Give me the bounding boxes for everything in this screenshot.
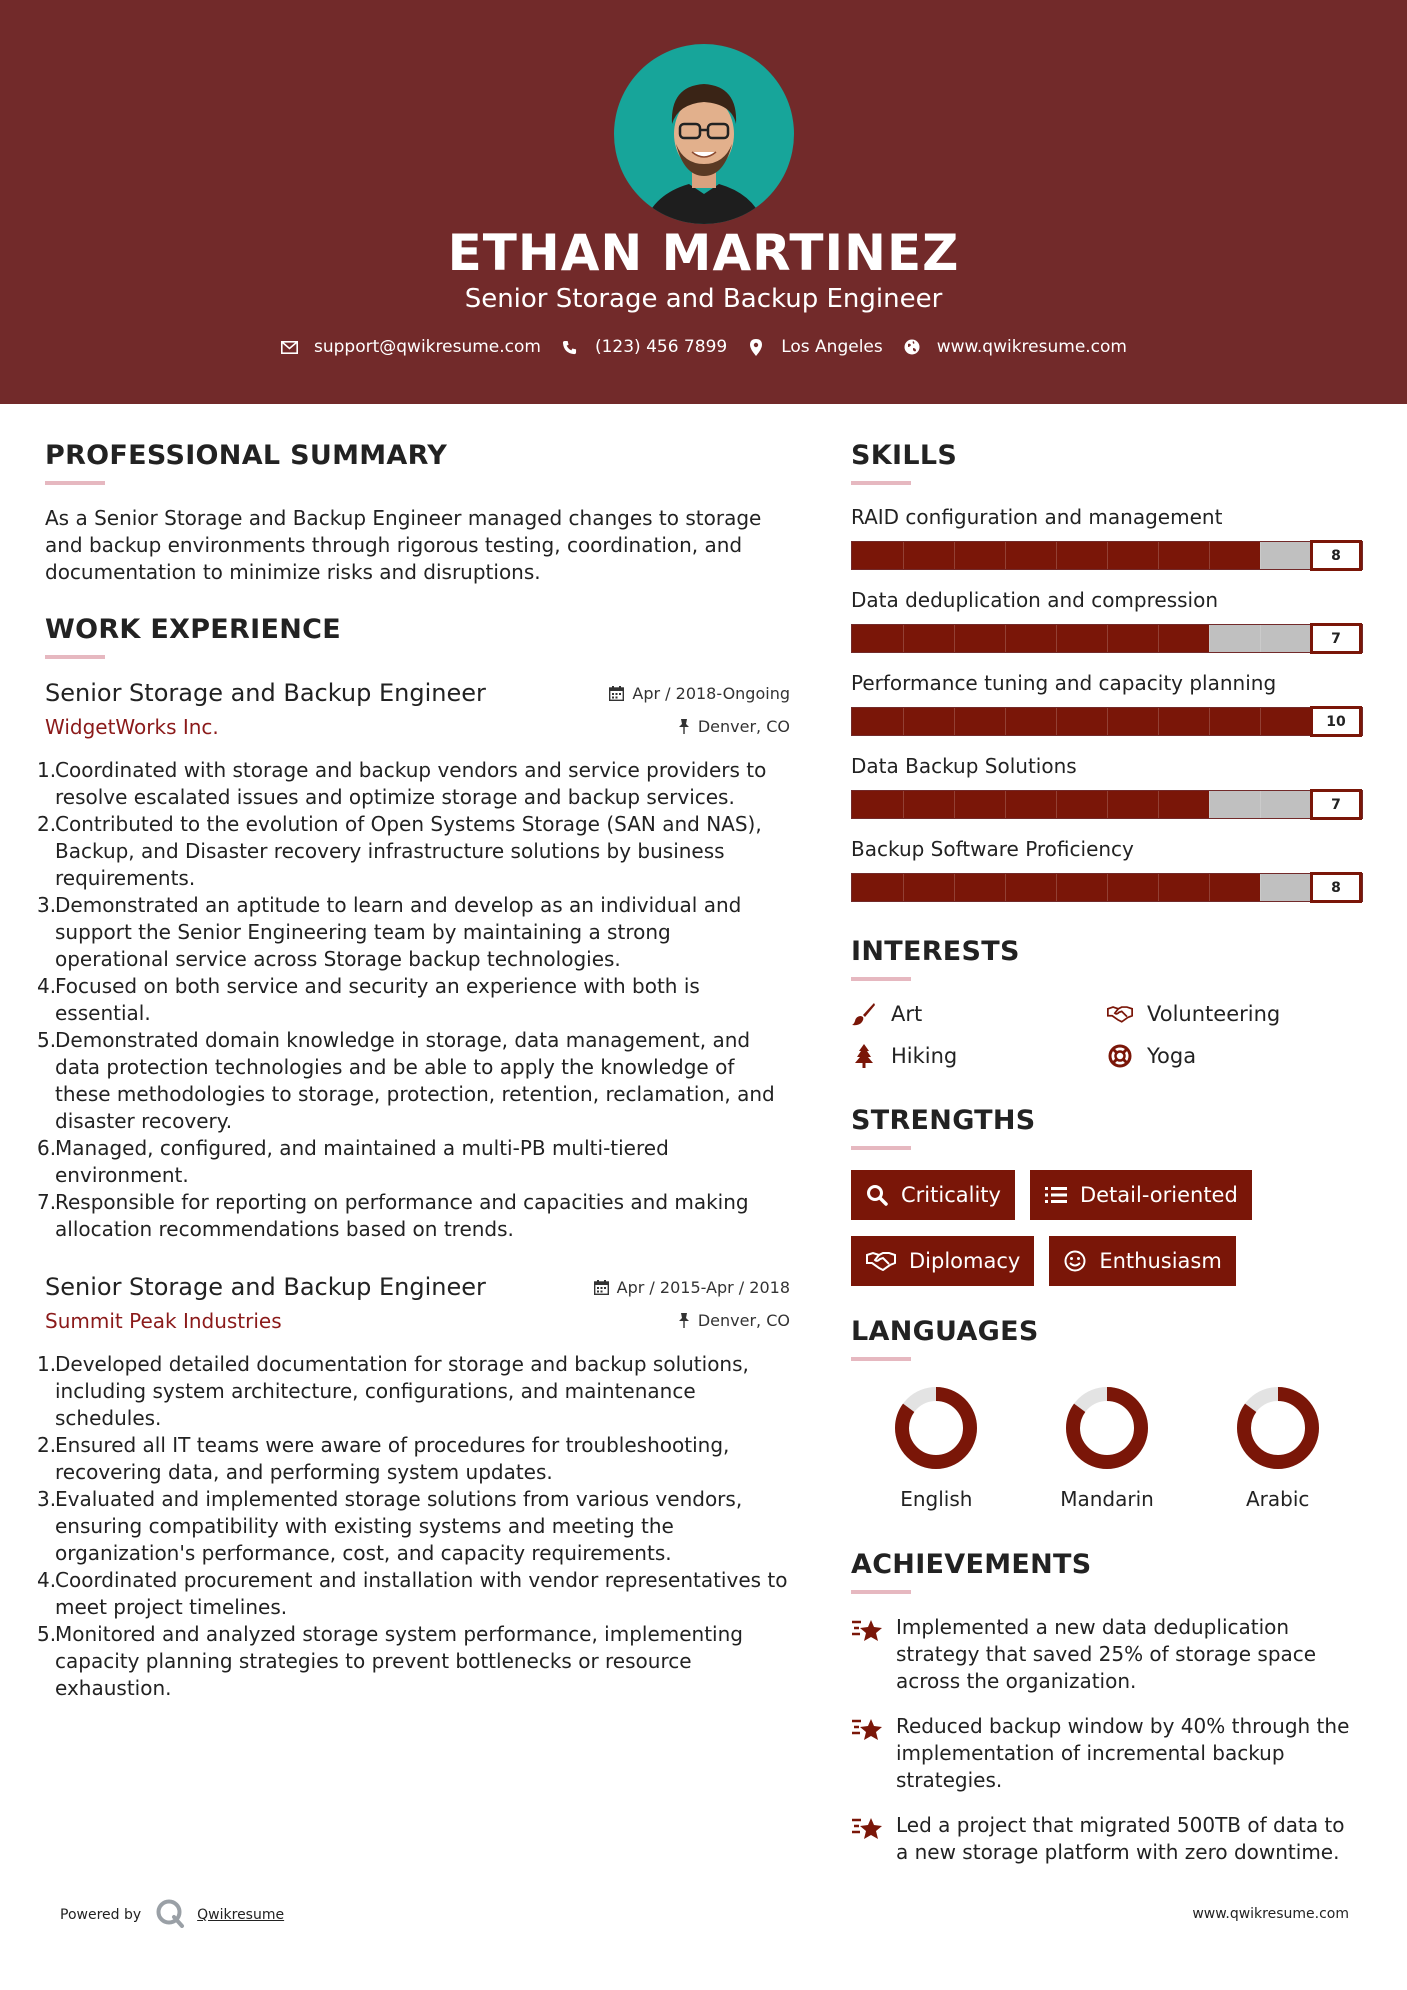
- experience-title: WORK EXPERIENCE: [45, 614, 341, 645]
- section-underline: [851, 1146, 911, 1150]
- list-item: 3. Demonstrated an aptitude to learn and develop as an individual and support the Senior Engineering team by maintaining a strong operational service across Storage backup technologies.: [37, 893, 742, 971]
- skill-bar-segment: [1005, 542, 1006, 569]
- language-donut: [1235, 1385, 1321, 1471]
- footer-website[interactable]: www.qwikresume.com: [1192, 1906, 1349, 1922]
- skill-bar-segment: [1209, 542, 1210, 569]
- footer-powered-by: [60, 1898, 284, 1932]
- list-item: 2. Ensured all IT teams were aware of procedures for troubleshooting, recovering data, and performing system updates.: [37, 1433, 730, 1484]
- skill-bar-segment: [954, 542, 955, 569]
- candidate-name: ETHAN MARTINEZ: [447, 224, 960, 282]
- skill-bar-segment: [1107, 708, 1108, 735]
- strength-chip: Enthusiasm: [1049, 1236, 1235, 1286]
- pin-icon: [678, 1313, 690, 1328]
- skill-score: 7: [1310, 623, 1362, 654]
- skill-bar-segment: [1260, 708, 1261, 735]
- skill-bar-segment: [1209, 874, 1210, 901]
- paint-brush-icon: [851, 1001, 877, 1027]
- star-burst-icon: [851, 1812, 885, 1866]
- company-name: Summit Peak Industries: [45, 1309, 282, 1333]
- language-donut: [893, 1385, 979, 1471]
- job-location: Denver, CO: [678, 1311, 790, 1330]
- skill-bar: [851, 624, 1363, 653]
- skill-bar-segment: [1158, 708, 1159, 735]
- job-entry: [37, 1273, 790, 1702]
- list-item: 7. Responsible for reporting on performance and capacities and making allocation recommendations based on trends.: [37, 1190, 749, 1241]
- email-text: support@qwikresume.com: [314, 337, 541, 357]
- star-burst-icon: [851, 1713, 885, 1794]
- skill-bar-segment: [954, 708, 955, 735]
- skill-bar-fill: [852, 625, 1209, 652]
- language-donut: [1064, 1385, 1150, 1471]
- list-item: 3. Evaluated and implemented storage solutions from various vendors, ensuring compatibility with existing systems and meeting the organization's performance, cost, and capacity requirements.: [37, 1487, 743, 1565]
- lifebuoy-icon: [1107, 1043, 1133, 1069]
- skill-bar: [851, 541, 1363, 570]
- skill-bar-segment: [1056, 874, 1057, 901]
- skill-bar-segment: [1005, 791, 1006, 818]
- phone-icon: [561, 338, 579, 356]
- skill-name: Backup Software Proficiency: [851, 837, 1134, 861]
- section-underline: [851, 977, 911, 981]
- skill-bar-segment: [1260, 625, 1261, 652]
- summary-text: As a Senior Storage and Backup Engineer managed changes to storage and backup environments through rigorous testing, coordination, and documentation to minimize risks and disruptions.: [45, 506, 762, 584]
- section-underline: [45, 481, 105, 485]
- skill-bar-segment: [1209, 625, 1210, 652]
- skill-name: Data deduplication and compression: [851, 588, 1219, 612]
- contact-website[interactable]: [903, 337, 1127, 357]
- powered-by-text: Powered by: [60, 1907, 142, 1923]
- job-entry: [37, 679, 790, 1243]
- skill-bar-segment: [903, 791, 904, 818]
- skill-bar-segment: [1107, 625, 1108, 652]
- section-underline: [851, 481, 911, 485]
- skill-bar-segment: [954, 625, 955, 652]
- strength-chip: Diplomacy: [851, 1236, 1034, 1286]
- interest-hiking: Hiking: [851, 1043, 1107, 1069]
- summary-title: PROFESSIONAL SUMMARY: [45, 440, 448, 471]
- map-pin-icon: [747, 338, 765, 356]
- list-item: 4. Coordinated procurement and installation with vendor representatives to meet project timelines.: [37, 1568, 788, 1619]
- job-responsibilities: [37, 1351, 790, 1702]
- skill-score: 8: [1310, 872, 1362, 903]
- skill-score: 10: [1310, 706, 1362, 737]
- skill-bar-segment: [1260, 542, 1261, 569]
- skill-bar: [851, 707, 1363, 736]
- star-burst-icon: [851, 1614, 885, 1695]
- job-date: Apr / 2018-Ongoing: [609, 684, 790, 703]
- contact-location: [747, 337, 883, 357]
- interests-section: [851, 936, 1363, 1069]
- section-underline: [851, 1590, 911, 1594]
- skill-name: Data Backup Solutions: [851, 754, 1077, 778]
- tree-icon: [851, 1043, 877, 1069]
- job-responsibilities: [37, 757, 790, 1243]
- interest-volunteering: Volunteering: [1107, 1001, 1363, 1027]
- skill-bar-segment: [1056, 791, 1057, 818]
- skill-bar-segment: [1158, 791, 1159, 818]
- strength-chip: Detail-oriented: [1030, 1170, 1252, 1220]
- list-item: 6. Managed, configured, and maintained a multi-PB multi-tiered environment.: [37, 1136, 669, 1187]
- skill-item: [851, 754, 1363, 819]
- skill-name: Performance tuning and capacity planning: [851, 671, 1277, 695]
- skills-list: [851, 505, 1363, 902]
- interest-art: Art: [851, 1001, 1107, 1027]
- contact-bar: [0, 337, 1407, 357]
- interest-yoga: Yoga: [1107, 1043, 1363, 1069]
- qwikresume-logo-icon: [155, 1898, 185, 1932]
- handshake-icon: [1107, 1001, 1133, 1027]
- skill-bar-segment: [1209, 791, 1210, 818]
- skill-bar-segment: [1107, 791, 1108, 818]
- strengths-title: STRENGTHS: [851, 1105, 1036, 1136]
- skill-bar-segment: [1005, 874, 1006, 901]
- skill-bar-segment: [1158, 625, 1159, 652]
- contact-email[interactable]: [280, 337, 541, 357]
- candidate-title: Senior Storage and Backup Engineer: [464, 284, 943, 314]
- skill-bar-segment: [954, 791, 955, 818]
- calendar-icon: [594, 1280, 609, 1295]
- language-item: [1022, 1385, 1193, 1511]
- summary-section: [45, 440, 790, 586]
- skill-bar-segment: [1107, 542, 1108, 569]
- contact-phone[interactable]: [561, 337, 727, 357]
- skill-item: [851, 588, 1363, 653]
- skills-title: SKILLS: [851, 440, 958, 471]
- skill-bar-segment: [903, 542, 904, 569]
- achievement-item: Reduced backup window by 40% through the implementation of incremental backup strategies.: [851, 1713, 1363, 1794]
- job-date: Apr / 2015-Apr / 2018: [594, 1278, 790, 1297]
- job-title: Senior Storage and Backup Engineer: [45, 679, 486, 707]
- skill-bar-segment: [903, 708, 904, 735]
- skill-bar-fill: [852, 791, 1209, 818]
- skill-score: 7: [1310, 789, 1362, 820]
- header: [0, 0, 1407, 404]
- list-icon: [1044, 1183, 1068, 1207]
- skill-bar-segment: [1107, 874, 1108, 901]
- phone-text: (123) 456 7899: [594, 337, 728, 357]
- calendar-icon: [609, 686, 624, 701]
- languages-section: [851, 1316, 1363, 1511]
- skill-bar-segment: [954, 874, 955, 901]
- skill-name: RAID configuration and management: [851, 505, 1223, 529]
- strength-chip: Criticality: [851, 1170, 1015, 1220]
- skill-bar-segment: [903, 874, 904, 901]
- left-column: [37, 440, 790, 1702]
- brand-link[interactable]: Qwikresume: [197, 1907, 285, 1923]
- language-item: [851, 1385, 1022, 1511]
- skill-bar-segment: [1260, 874, 1261, 901]
- envelope-icon: [280, 338, 298, 356]
- experience-section: [37, 614, 790, 1702]
- skill-bar-segment: [1260, 791, 1261, 818]
- skill-score: 8: [1310, 540, 1362, 571]
- company-name: WidgetWorks Inc.: [45, 715, 219, 739]
- website-text: www.qwikresume.com: [936, 337, 1127, 357]
- pin-icon: [678, 719, 690, 734]
- list-item: 2. Contributed to the evolution of Open Systems Storage (SAN and NAS), Backup, and Disaster recovery infrastructure solutions by business requirements.: [37, 812, 762, 890]
- handshake-icon: [865, 1249, 897, 1273]
- strengths-section: [851, 1105, 1363, 1286]
- job-title: Senior Storage and Backup Engineer: [45, 1273, 486, 1301]
- skill-bar-segment: [1158, 542, 1159, 569]
- smile-icon: [1063, 1249, 1087, 1273]
- achievements-title: ACHIEVEMENTS: [851, 1549, 1092, 1580]
- skill-bar-segment: [1056, 708, 1057, 735]
- skill-item: [851, 505, 1363, 570]
- skills-section: [851, 440, 1363, 902]
- language-item: [1192, 1385, 1363, 1511]
- skill-bar-segment: [1005, 708, 1006, 735]
- skill-item: [851, 837, 1363, 902]
- list-item: 4. Focused on both service and security an experience with both is essential.: [37, 974, 700, 1025]
- section-underline: [851, 1357, 911, 1361]
- location-text: Los Angeles: [781, 337, 883, 357]
- list-item: 1. Coordinated with storage and backup vendors and service providers to resolve escalated issues and optimize storage and backup services.: [37, 758, 767, 809]
- list-item: 1. Developed detailed documentation for storage and backup solutions, including system architecture, configurations, and maintenance schedules.: [37, 1352, 749, 1430]
- right-column: [851, 440, 1363, 1884]
- job-location: Denver, CO: [678, 717, 790, 736]
- languages-title: LANGUAGES: [851, 1316, 1039, 1347]
- skill-bar: [851, 790, 1363, 819]
- section-underline: [45, 655, 105, 659]
- search-icon: [865, 1183, 889, 1207]
- achievement-item: Led a project that migrated 500TB of data to a new storage platform with zero downtime.: [851, 1812, 1363, 1866]
- language-name: English: [900, 1487, 973, 1511]
- interests-title: INTERESTS: [851, 936, 1020, 967]
- skill-bar-segment: [1005, 625, 1006, 652]
- profile-photo: [614, 44, 794, 224]
- skill-bar-segment: [1158, 874, 1159, 901]
- globe-icon: [903, 338, 921, 356]
- skill-bar-segment: [1209, 708, 1210, 735]
- skill-bar-segment: [903, 625, 904, 652]
- list-item: 5. Monitored and analyzed storage system performance, implementing capacity planning strategies to prevent bottlenecks or resource exhaustion.: [37, 1622, 743, 1700]
- language-name: Mandarin: [1060, 1487, 1154, 1511]
- skill-item: [851, 671, 1363, 736]
- language-name: Arabic: [1245, 1487, 1310, 1511]
- achievement-item: Implemented a new data deduplication strategy that saved 25% of storage space across the organization.: [851, 1614, 1363, 1695]
- skill-bar-segment: [1056, 542, 1057, 569]
- achievements-section: [851, 1549, 1363, 1866]
- skill-bar-segment: [1056, 625, 1057, 652]
- list-item: 5. Demonstrated domain knowledge in storage, data management, and data protection technologies and be able to apply the knowledge of these methodologies to storage, protection, retention, reclamation, and disaster recovery.: [37, 1028, 775, 1133]
- skill-bar: [851, 873, 1363, 902]
